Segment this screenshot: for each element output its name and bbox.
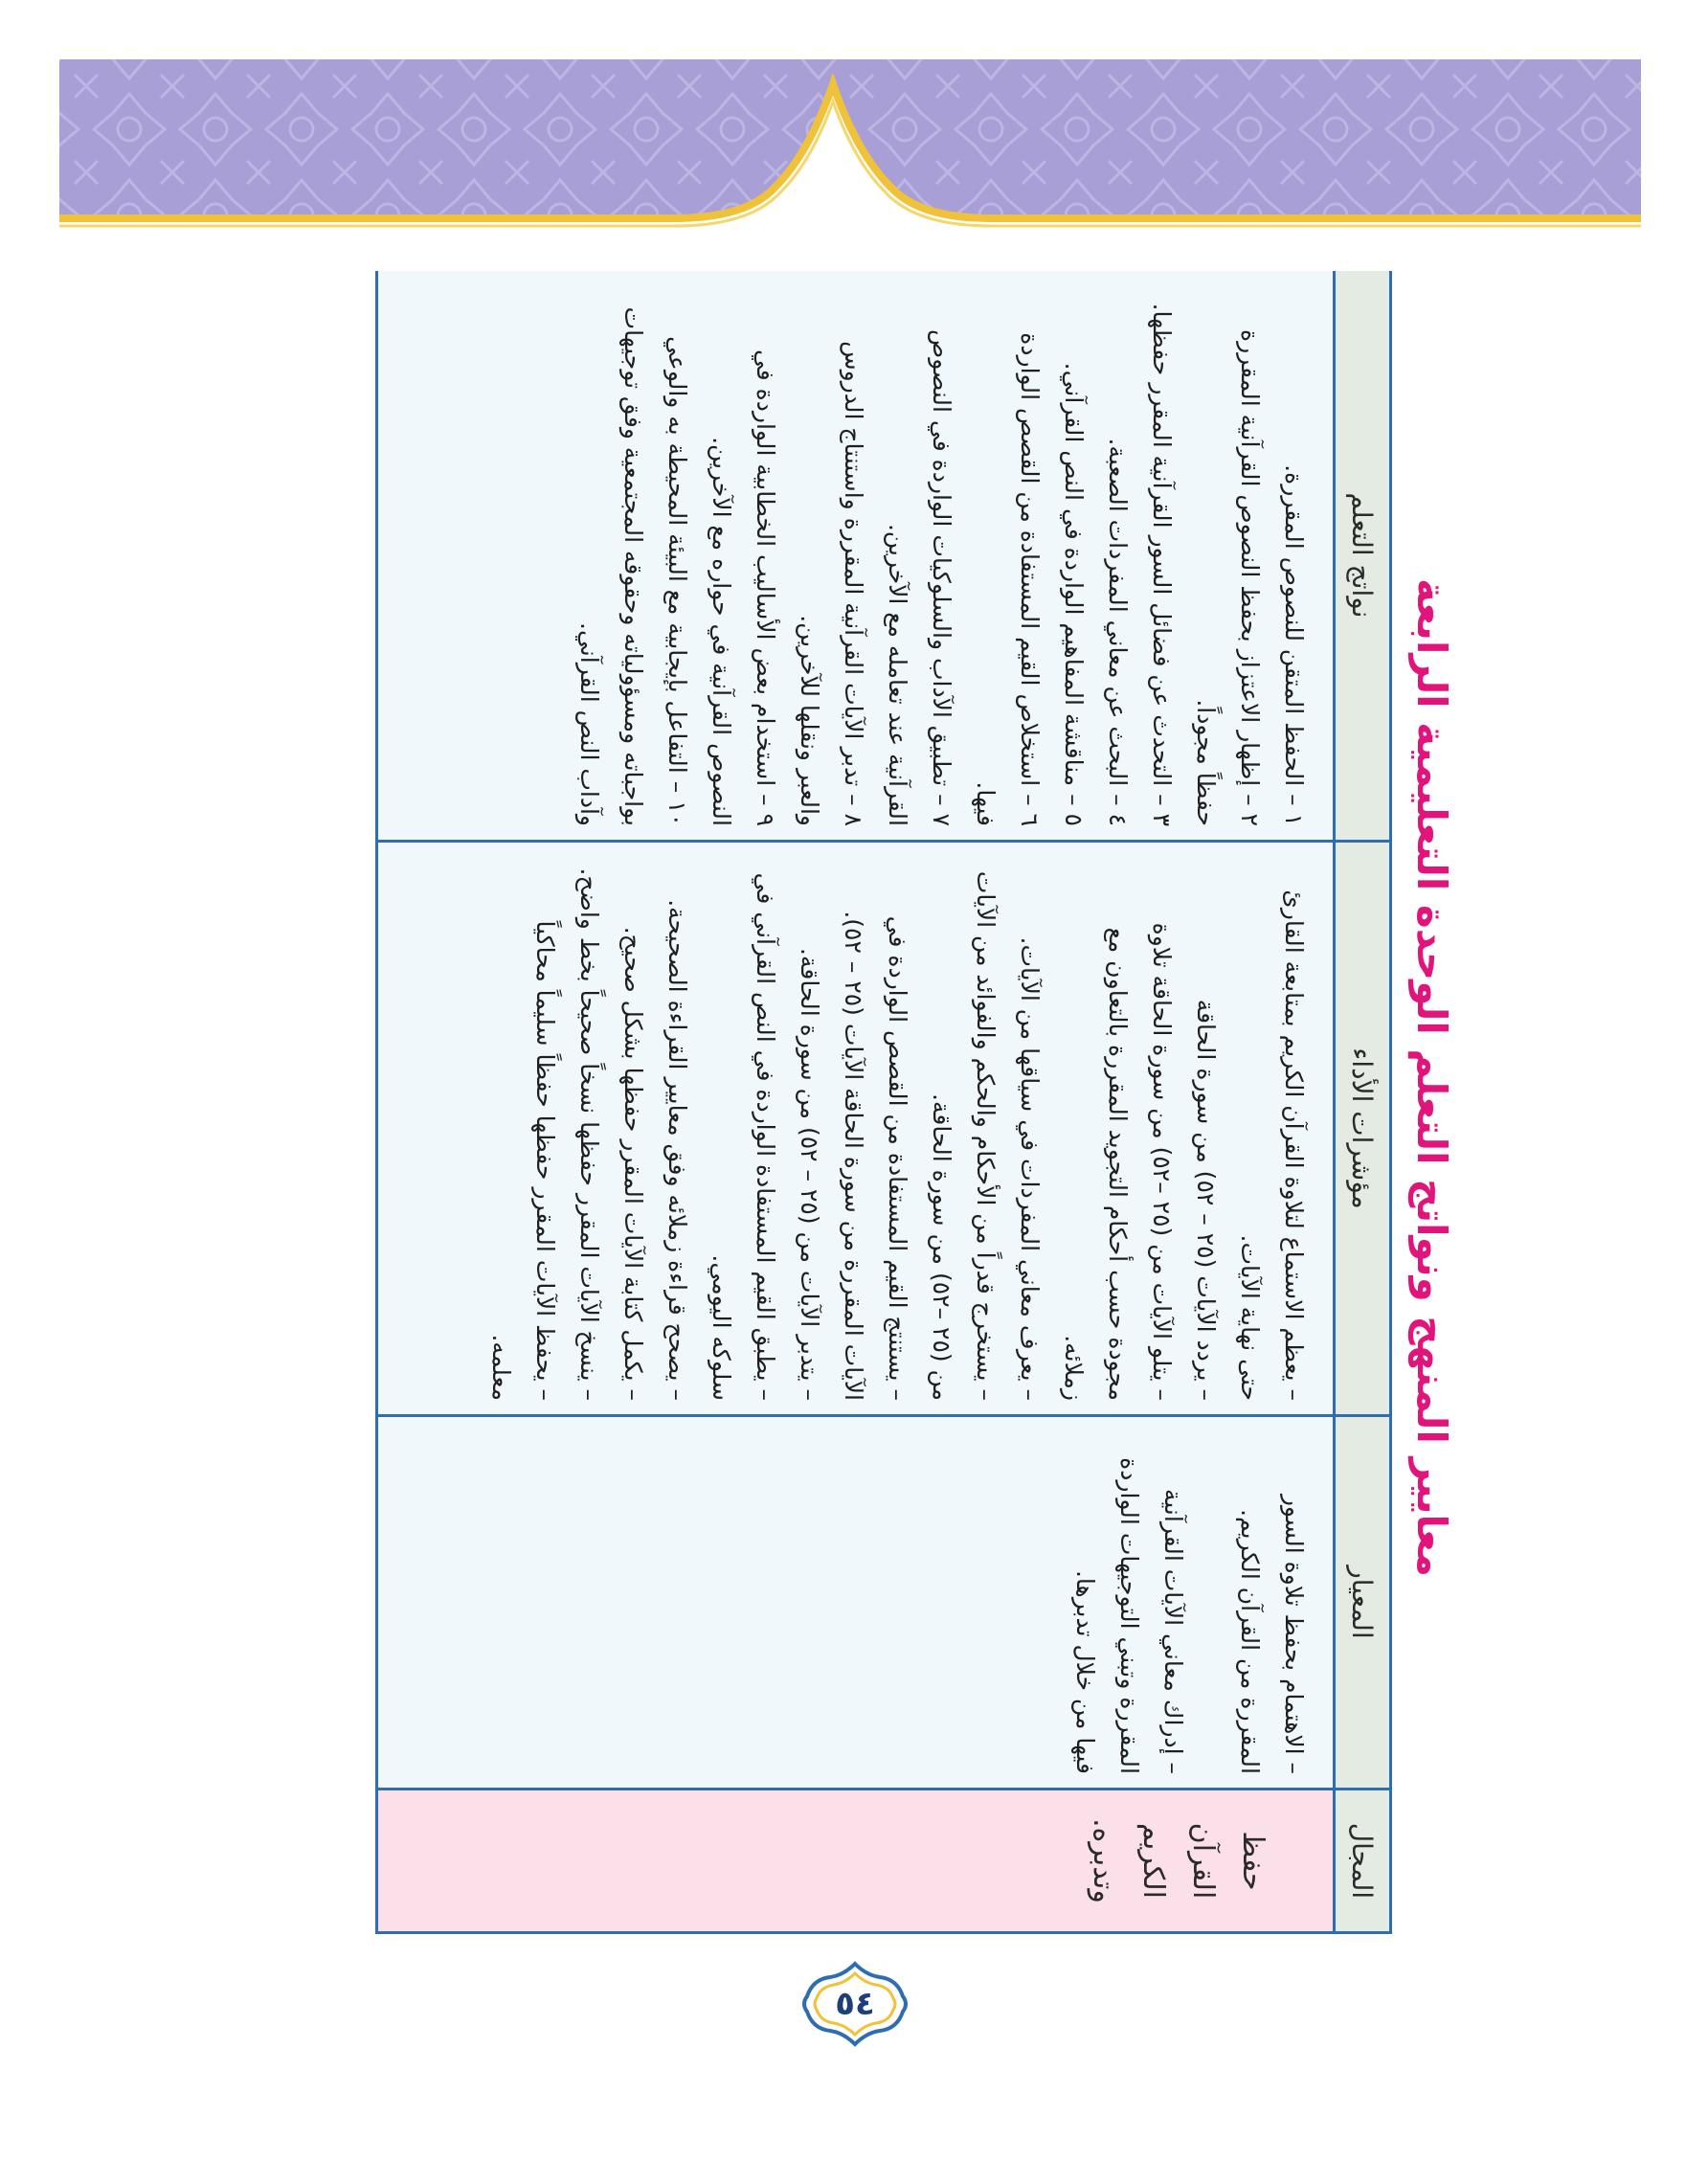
outcome-item: ١ – الحفظ المتقن للنصوص المقررة. <box>1280 464 1308 826</box>
outcome-item: ٦ – استخلاص القيم المستفادة من القصص الواردة فيها. <box>972 332 1044 826</box>
indicators-list <box>479 856 1315 1401</box>
table-header-row <box>1335 271 1391 1933</box>
outcomes-list <box>567 284 1315 826</box>
indicator-item: – يطبق القيم المستفادة الواردة في النص القرآني في سلوكه اليومي. <box>708 872 779 1401</box>
indicator-item: – يعظم الاستماع لتلاوة القرآن الكريم بمتابعة القارئ حتى نهاية الآيات. <box>1236 889 1308 1401</box>
outcome-item: ٥ – مناقشة المفاهيم الواردة في النص القرآني. <box>1060 362 1088 826</box>
outcome-item: ٩ – استخدام بعض الأساليب الخطابية الواردة في النصوص القرآنية في حواره مع الآخرين. <box>708 349 779 826</box>
outcome-item: ٨ – تدبر الآيات القرآنية المقررة واستنتاج الدروس والعبر ونقلها للآخرين. <box>796 341 867 826</box>
indicators-cell <box>377 842 1335 1416</box>
standards-table <box>375 271 1392 1934</box>
indicator-item: – ينسخ الآيات المقرر حفظها نسخاً صحيحاً بخط واضح. <box>575 867 603 1401</box>
indicator-item: – يستنتج القيم المستفادة من القصص الواردة في الآيات المقررة من سورة الحاقة الآيات (٢٥ – ٥٢). <box>840 911 911 1401</box>
indicator-item: – يردد الآيات (٢٥ – ٥٢) من سورة الحاقة <box>1192 999 1220 1401</box>
outcome-item: ٢ – إظهار الاعتزاز بحفظ النصوص القرآنية المقررة حفظاً مجوداً. <box>1192 329 1264 826</box>
indicator-item: – يكمل كتابة الآيات المقرر حفظها بشكل صحيح. <box>619 926 647 1401</box>
outcome-item: ٤ – البحث عن معاني المفردات الصعبة. <box>1104 438 1132 826</box>
standard-item: – الاهتمام بحفظ تلاوة السور المقررة من القرآن الكريم. <box>1236 1494 1308 1774</box>
outcome-item: ١٠ – التفاعل بإيجابية مع البيئة المحيطة به والوعي بواجباته ومسؤولياته وحقوقه المجتمعية وفق توجيهات وآداب النص القرآني. <box>575 306 691 826</box>
standards-list <box>1063 1430 1315 1774</box>
standards-table-frame <box>375 271 1392 1934</box>
page-title: معايير المنهج ونواتج التعلم الوحدة التعليمية الرابعة <box>1407 577 1455 1577</box>
header-domain: المجال <box>1335 1790 1391 1933</box>
domain-text: حفظ القرآن الكريم وتدبره. <box>1087 1818 1270 1903</box>
table-row <box>377 271 1335 1933</box>
outcomes-cell <box>377 271 1335 842</box>
header-standard: المعيار <box>1335 1416 1391 1790</box>
page-number: ٥٤ <box>835 1984 875 2023</box>
header-outcomes: نواتج التعلم <box>1335 271 1391 842</box>
indicator-item: – يحفظ الآيات المقرر حفظها حفظاً سليماً محاكياً معلمه. <box>487 920 559 1401</box>
page-number-badge <box>798 1958 912 2049</box>
outcome-item: ٣ – التحدث عن فضائل السور القرآنية المقرر حفظها. <box>1148 303 1176 826</box>
indicator-item: – يتلو الآيات من (٢٥ –٥٢) من سورة الحاقة تلاوة مجودة حسب أحكام التجويد المقررة بالتعاون مع زملائه. <box>1060 922 1176 1401</box>
indicator-item: – يتدبر الآيات من (٢٥ – ٥٢) من سورة الحاقة. <box>796 948 823 1401</box>
standard-cell <box>377 1416 1335 1790</box>
outcome-item: ٧ – تطبيق الآداب والسلوكيات الواردة في النصوص القرآنية عند تعامله مع الآخرين. <box>884 329 955 826</box>
domain-cell <box>377 1790 1335 1933</box>
header-banner <box>0 0 1708 249</box>
indicator-item: – يصحح قراءة زملائه وفق معايير القراءة الصحيحة. <box>663 899 691 1401</box>
standard-item: – إدراك معاني الآيات القرآنية المقررة وتبني التوجيهات الواردة فيها من خلال تدبرها. <box>1071 1457 1187 1774</box>
header-indicators: مؤشرات الأداء <box>1335 842 1391 1416</box>
indicator-item: – يستخرج قدراً من الأحكام والحكم والفوائد من الآيات من (٢٥ –٥٢) من سورة الحاقة. <box>928 870 1000 1401</box>
indicator-item: – يعرف معاني المفردات في سياقها من الآيات. <box>1016 936 1044 1401</box>
standards-table-rotated <box>375 271 1392 1934</box>
